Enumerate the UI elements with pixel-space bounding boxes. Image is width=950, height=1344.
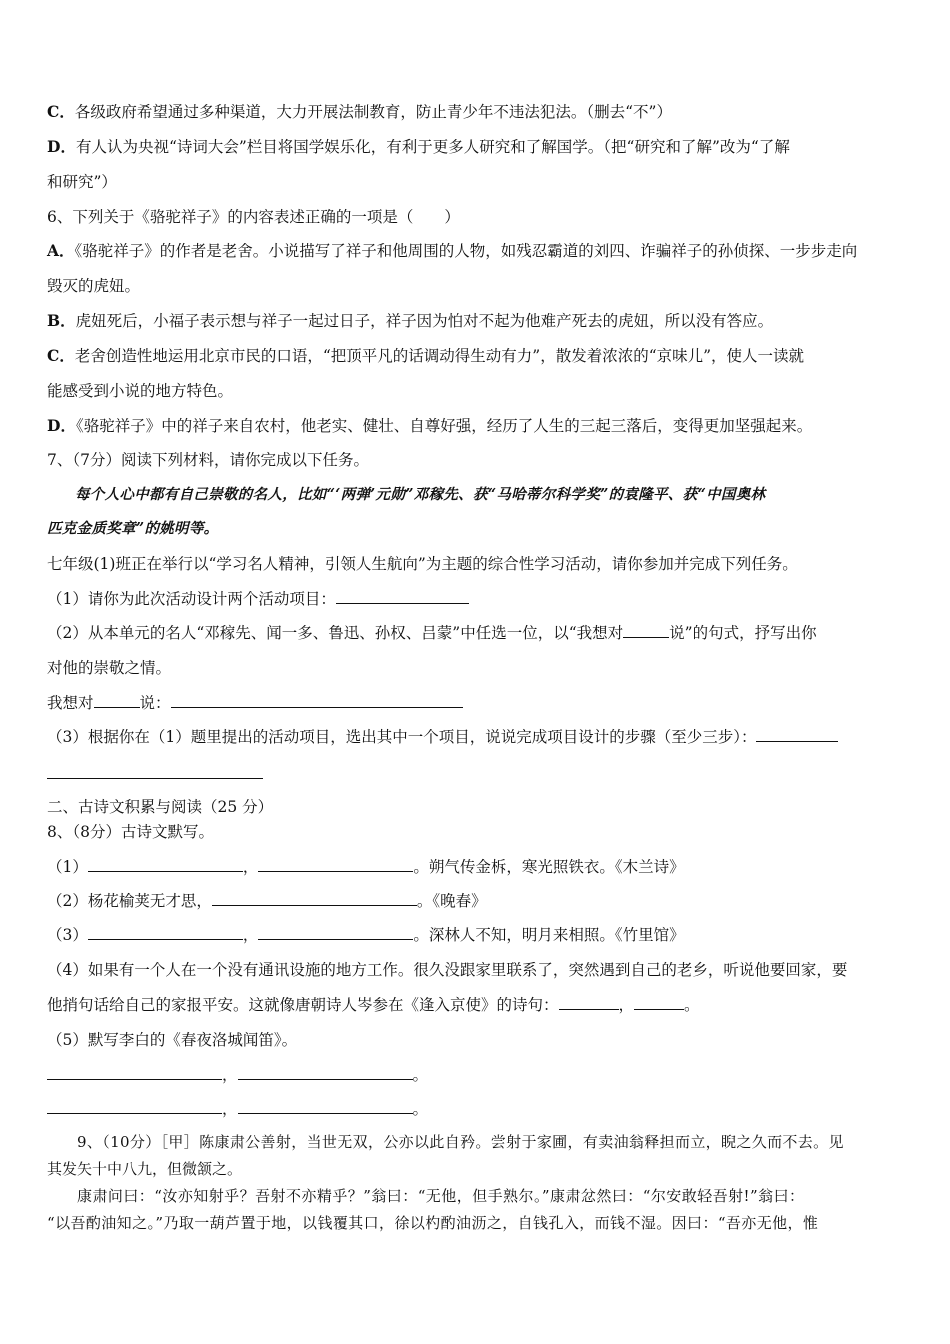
q7-task1 <box>47 589 469 609</box>
option-text: 《骆驼祥子》中的祥子来自农村，他老实、健壮、自尊好强，经历了人生的三起三落后，变得更加坚强起来。 <box>75 417 813 435</box>
q7-task2-cont: 对他的崇敬之情。 <box>47 659 172 677</box>
q6-option-c-cont: 能感受到小说的地方特色。 <box>47 382 234 400</box>
q5-option-d-cont: 和研究”） <box>47 173 117 191</box>
q9-paragraph1-cont: 其发矢十中八九，但微颔之。 <box>47 1160 243 1178</box>
option-text: 各级政府希望通过多种渠道，大力开展法制教育，防止青少年不违法犯法。（删去“不”） <box>74 103 672 121</box>
punct: ， <box>222 1100 238 1118</box>
answer-blank[interactable] <box>88 925 243 940</box>
q6-option-d <box>47 416 812 436</box>
q7-stem: 7、（7分）阅读下列材料，请你完成以下任务。 <box>47 451 369 469</box>
q8-line5-answer2 <box>47 1099 428 1119</box>
option-text: 老舍创造性地运用北京市民的口语，“把顶平凡的话调动得生动有力”，散发着浓浓的“京味儿”，使人一读就 <box>74 347 805 365</box>
answer-blank[interactable] <box>336 589 469 604</box>
q6-stem: 6、下列关于《骆驼祥子》的内容表述正确的一项是（ ） <box>47 208 460 226</box>
item-text: （2）杨花榆荚无才思， <box>47 892 212 910</box>
item-text: 。深林人不知，明月来相照。《竹里馆》 <box>413 926 685 944</box>
q7-material-cont: 匹克金质奖章”的姚明等。 <box>47 520 219 537</box>
option-letter: B． <box>47 311 76 330</box>
answer-blank[interactable] <box>238 1099 413 1114</box>
q7-material: 每个人心中都有自己崇敬的名人，比如“‘两弹’元勋”邓稼先、获“马哈蒂尔科学奖”的袁隆平、获“中国奥林 <box>75 486 766 503</box>
answer-blank[interactable] <box>47 1065 222 1080</box>
q7-task2-answer <box>47 693 463 713</box>
answer-blank[interactable] <box>94 693 140 708</box>
task-text: （1）请你为此次活动设计两个活动项目： <box>47 590 336 608</box>
punct: ， <box>618 996 635 1014</box>
q8-stem: 8、（8分）古诗文默写。 <box>47 823 214 841</box>
answer-blank[interactable] <box>756 727 838 742</box>
task-text: 我想对 <box>47 694 94 712</box>
task-text: （3）根据你在（1）题里提出的活动项目，选出其中一个项目，说说完成项目设计的步骤（至少三步）： <box>47 728 757 746</box>
punct: 。 <box>684 996 700 1014</box>
option-letter: D． <box>47 416 76 435</box>
q6-option-b <box>47 311 773 331</box>
option-letter: A． <box>47 241 75 260</box>
q5-option-c <box>47 102 672 122</box>
option-text: 有人认为央视“诗词大会”栏目将国学娱乐化，有利于更多人研究和了解国学。（把“研究和了解”改为“了解 <box>75 138 790 156</box>
answer-blank[interactable] <box>238 1065 413 1080</box>
answer-blank[interactable] <box>258 857 413 872</box>
item-number: （3） <box>47 926 88 944</box>
option-text: 《骆驼祥子》的作者是老舍。小说描写了祥子和他周围的人物，如残忍霸道的刘四、诈骗祥子的孙侦探、一步步走向 <box>74 242 858 260</box>
q7-task2 <box>47 623 817 643</box>
q6-option-a <box>47 241 857 261</box>
option-letter: D． <box>47 137 76 156</box>
item-text: 。《晚春》 <box>416 892 487 910</box>
answer-blank[interactable] <box>88 857 243 872</box>
option-letter: C． <box>47 102 75 121</box>
item-text: 他捎句话给自己的家报平安。这就像唐朝诗人岑参在《逢入京使》的诗句： <box>47 996 559 1014</box>
option-letter: C． <box>47 346 75 365</box>
q8-line4: （4）如果有一个人在一个没有通讯设施的地方工作。很久没跟家里联系了，突然遇到自己的老乡，听说他要回家，要 <box>47 961 848 979</box>
q8-line1 <box>47 857 685 877</box>
answer-blank[interactable] <box>258 925 413 940</box>
q7-task3 <box>47 727 838 747</box>
q8-line5: （5）默写李白的《春夜洛城闻笛》。 <box>47 1031 298 1049</box>
answer-blank[interactable] <box>559 995 619 1010</box>
q8-line5-answer1 <box>47 1065 428 1085</box>
q6-option-c <box>47 346 804 366</box>
answer-blank[interactable] <box>171 693 463 708</box>
answer-blank[interactable] <box>634 995 684 1010</box>
punct: 。 <box>412 1066 429 1084</box>
answer-blank[interactable] <box>212 891 417 906</box>
punct: ， <box>222 1066 238 1084</box>
answer-line[interactable] <box>47 778 263 779</box>
section-heading: 二、古诗文积累与阅读（25 分） <box>47 798 274 816</box>
task-text: 说： <box>139 694 171 712</box>
punct: ， <box>242 926 259 944</box>
option-text: 虎妞死后，小福子表示想与祥子一起过日子，祥子因为怕对不起为他难产死去的虎妞，所以没有答应。 <box>75 312 774 330</box>
item-text: 。朔气传金柝，寒光照铁衣。《木兰诗》 <box>413 858 685 876</box>
task-text: 说”的句式，抒写出你 <box>669 624 817 642</box>
punct: 。 <box>412 1100 429 1118</box>
q8-line4-cont <box>47 995 700 1015</box>
q5-option-d <box>47 137 790 157</box>
task-text: （2）从本单元的名人“邓稼先、闻一多、鲁迅、孙权、吕蒙”中任选一位，以“我想对 <box>47 624 624 642</box>
q9-paragraph2-cont: “以吾酌油知之。”乃取一葫芦置于地，以钱覆其口，徐以杓酌油沥之，自钱孔入，而钱不湿。因曰：“吾亦无他，惟 <box>47 1214 819 1232</box>
punct: ， <box>242 858 259 876</box>
answer-blank[interactable] <box>47 1099 222 1114</box>
q7-intro: 七年级(1)班正在举行以“学习名人精神，引领人生航向”为主题的综合性学习活动，请你参加并完成下列任务。 <box>47 555 798 573</box>
q8-line3 <box>47 925 685 945</box>
q9-paragraph1: 9、（10分）［甲］陈康肃公善射，当世无双，公亦以此自矜。尝射于家圃，有卖油翁释担而立，睨之久而不去。见 <box>77 1133 844 1151</box>
q9-paragraph2: 康肃问曰：“汝亦知射乎？吾射不亦精乎？”翁曰：“无他，但手熟尔。”康肃忿然曰：“尔安敢轻吾射!”翁曰： <box>77 1187 805 1205</box>
q6-option-a-cont: 毁灭的虎妞。 <box>47 277 141 295</box>
answer-blank[interactable] <box>623 623 669 638</box>
q8-line2 <box>47 891 487 911</box>
item-number: （1） <box>47 858 88 876</box>
